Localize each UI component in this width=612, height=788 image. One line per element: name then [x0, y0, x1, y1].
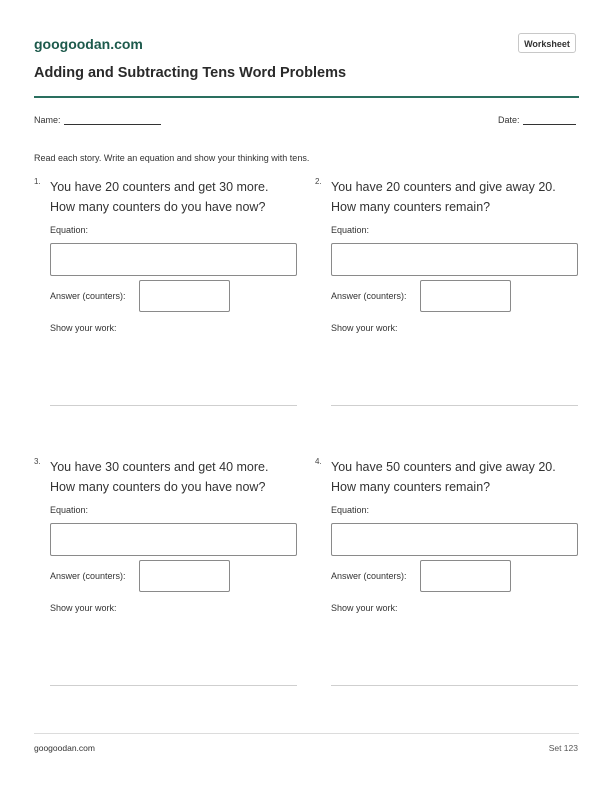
name-field[interactable]: [34, 115, 161, 125]
equation-label: Equation:: [50, 505, 89, 515]
problem-4: [315, 457, 579, 613]
question-line-1: You have 30 counters and get 40 more.: [50, 460, 269, 474]
brand-logo-text: googoodan.com: [34, 36, 143, 52]
answer-label: Answer (counters):: [331, 291, 407, 301]
equation-input[interactable]: [50, 243, 297, 276]
name-label: Name:: [34, 115, 61, 125]
equation-input[interactable]: [331, 243, 578, 276]
answer-label: Answer (counters):: [50, 291, 126, 301]
name-line[interactable]: [64, 124, 161, 125]
header-divider: [34, 96, 579, 98]
problem-3: [34, 457, 298, 613]
footer-site: googoodan.com: [34, 743, 95, 753]
date-line[interactable]: [523, 124, 576, 125]
footer-divider: [34, 733, 579, 734]
worksheet-badge: Worksheet: [518, 33, 576, 53]
problem-number: 4.: [315, 457, 322, 466]
answer-input[interactable]: [139, 280, 230, 312]
work-label: Show your work:: [50, 603, 117, 613]
answer-input[interactable]: [420, 280, 511, 312]
page-title: Adding and Subtracting Tens Word Problems: [34, 65, 347, 81]
answer-label: Answer (counters):: [331, 571, 407, 581]
question-line-1: You have 50 counters and give away 20.: [331, 460, 556, 474]
problem-number: 1.: [34, 177, 41, 186]
work-line[interactable]: [50, 405, 297, 406]
question-line-1: You have 20 counters and get 30 more.: [50, 180, 269, 194]
answer-label: Answer (counters):: [50, 571, 126, 581]
problem-number: 2.: [315, 177, 322, 186]
work-label: Show your work:: [331, 603, 398, 613]
instructions-text: Read each story. Write an equation and show your thinking with tens.: [34, 153, 310, 163]
work-label: Show your work:: [50, 323, 117, 333]
question-line-1: You have 20 counters and give away 20.: [331, 180, 556, 194]
equation-label: Equation:: [331, 225, 370, 235]
answer-input[interactable]: [139, 560, 230, 592]
work-line[interactable]: [331, 405, 578, 406]
equation-input[interactable]: [50, 523, 297, 556]
problem-number: 3.: [34, 457, 41, 466]
problem-1: [34, 177, 298, 333]
equation-input[interactable]: [331, 523, 578, 556]
problem-2: [315, 177, 579, 333]
work-line[interactable]: [50, 685, 297, 686]
question-line-2: How many counters remain?: [331, 480, 491, 494]
work-line[interactable]: [331, 685, 578, 686]
equation-label: Equation:: [50, 225, 89, 235]
date-label: Date:: [498, 115, 520, 125]
equation-label: Equation:: [331, 505, 370, 515]
work-label: Show your work:: [331, 323, 398, 333]
question-line-2: How many counters remain?: [331, 200, 491, 214]
footer-set-number: Set 123: [548, 743, 578, 753]
date-field[interactable]: [498, 115, 576, 125]
question-line-2: How many counters do you have now?: [50, 200, 266, 214]
question-line-2: How many counters do you have now?: [50, 480, 266, 494]
answer-input[interactable]: [420, 560, 511, 592]
